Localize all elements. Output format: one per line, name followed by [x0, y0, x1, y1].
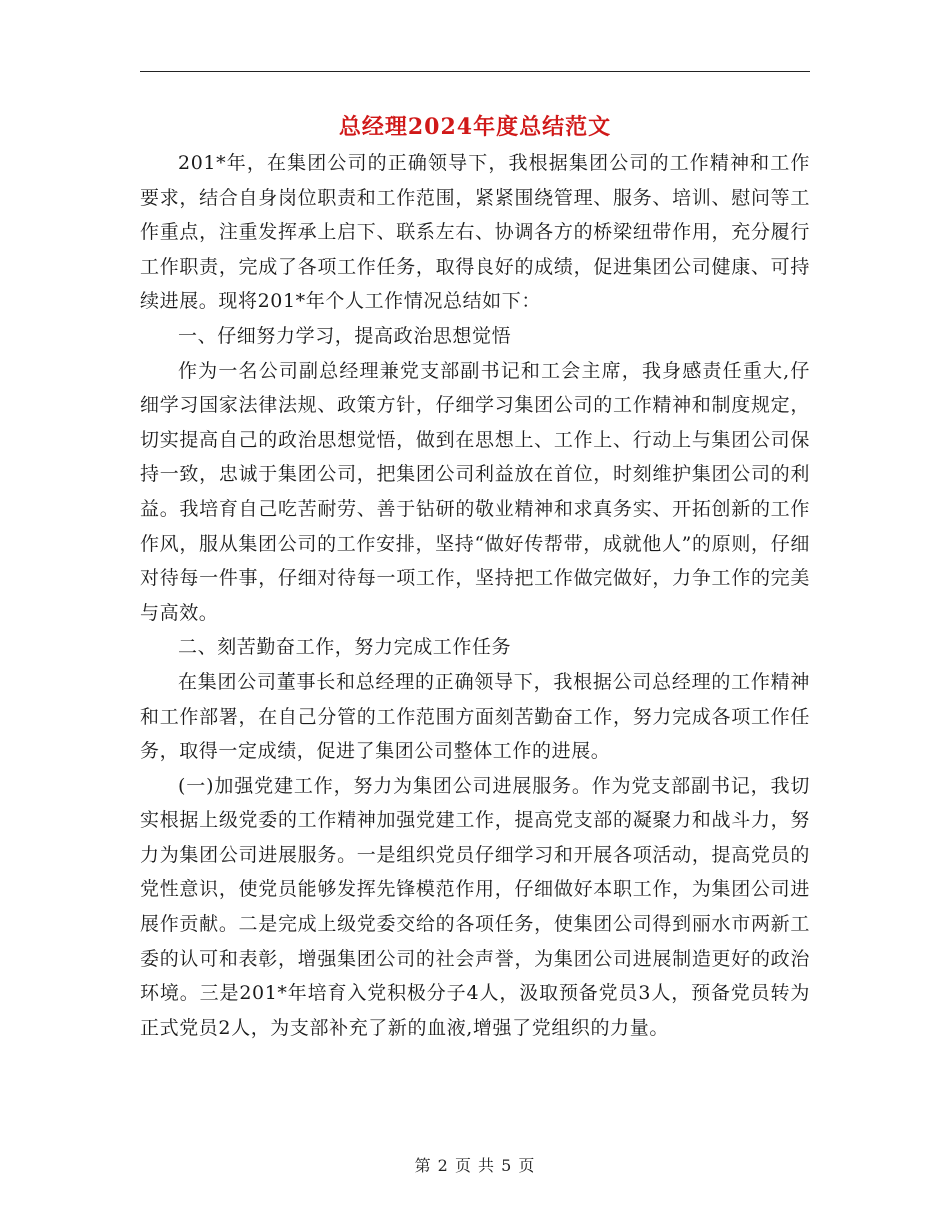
header-rule — [140, 71, 810, 72]
section-heading-2: 二、刻苦勤奋工作，努力完成工作任务 — [178, 636, 512, 659]
paragraph-intro: 201*年，在集团公司的正确领导下，我根据集团公司的工作精神和工作要求，结合自身岗位职责和工作范围，紧紧围绕管理、服务、培训、慰问等工作重点，注重发挥承上启下、联系左右、协调各方的桥梁纽带作用，充分履行工作职责，完成了各项工作任务，取得良好的成绩，促进集团公司健康、可持续进展。现将201*年个人工作情况总结如下： — [140, 152, 810, 313]
paragraph-party-building: (一)加强党建工作，努力为集团公司进展服务。作为党支部副书记，我切实根据上级党委的工作精神加强党建工作，提高党支部的凝聚力和战斗力，努力为集团公司进展服务。一是组织党员仔细学习和开展各项活动，提高党员的党性意识，使党员能够发挥先锋模范作用，仔细做好本职工作，为集团公司进展作贡献。二是完成上级党委交给的各项任务，使集团公司得到丽水市两新工委的认可和表彰，增强集团公司的社会声誉，为集团公司进展制造更好的政治环境。三是201*年培育入党积极分子4人，汲取预备党员3人，预备党员转为正式党员2人，为支部补充了新的血液,增强了党组织的力量。 — [140, 774, 810, 1039]
paragraph-study: 作为一名公司副总经理兼党支部副书记和工会主席，我身感责任重大,仔细学习国家法律法规、政策方针，仔细学习集团公司的工作精神和制度规定，切实提高自己的政治思想觉悟，做到在思想上、工作上、行动上与集团公司保持一致，忠诚于集团公司，把集团公司利益放在首位，时刻维护集团公司的利益。我培育自己吃苦耐劳、善于钻研的敬业精神和求真务实、开拓创新的工作作风，服从集团公司的工作安排，坚持“做好传帮带，成就他人”的原则，仔细对待每一件事，仔细对待每一项工作，坚持把工作做完做好，力争工作的完美与高效。 — [140, 359, 810, 624]
paragraph-work: 在集团公司董事长和总经理的正确领导下，我根据公司总经理的工作精神和工作部署，在自己分管的工作范围方面刻苦勤奋工作，努力完成各项工作任务，取得一定成绩，促进了集团公司整体工作的进展。 — [140, 670, 810, 763]
document-title: 总经理2024年度总结范文 — [338, 114, 612, 140]
section-heading-1: 一、仔细努力学习，提高政治思想觉悟 — [178, 324, 512, 347]
document-body — [140, 146, 810, 1045]
page-number-footer: 第 2 页 共 5 页 — [414, 1156, 536, 1175]
